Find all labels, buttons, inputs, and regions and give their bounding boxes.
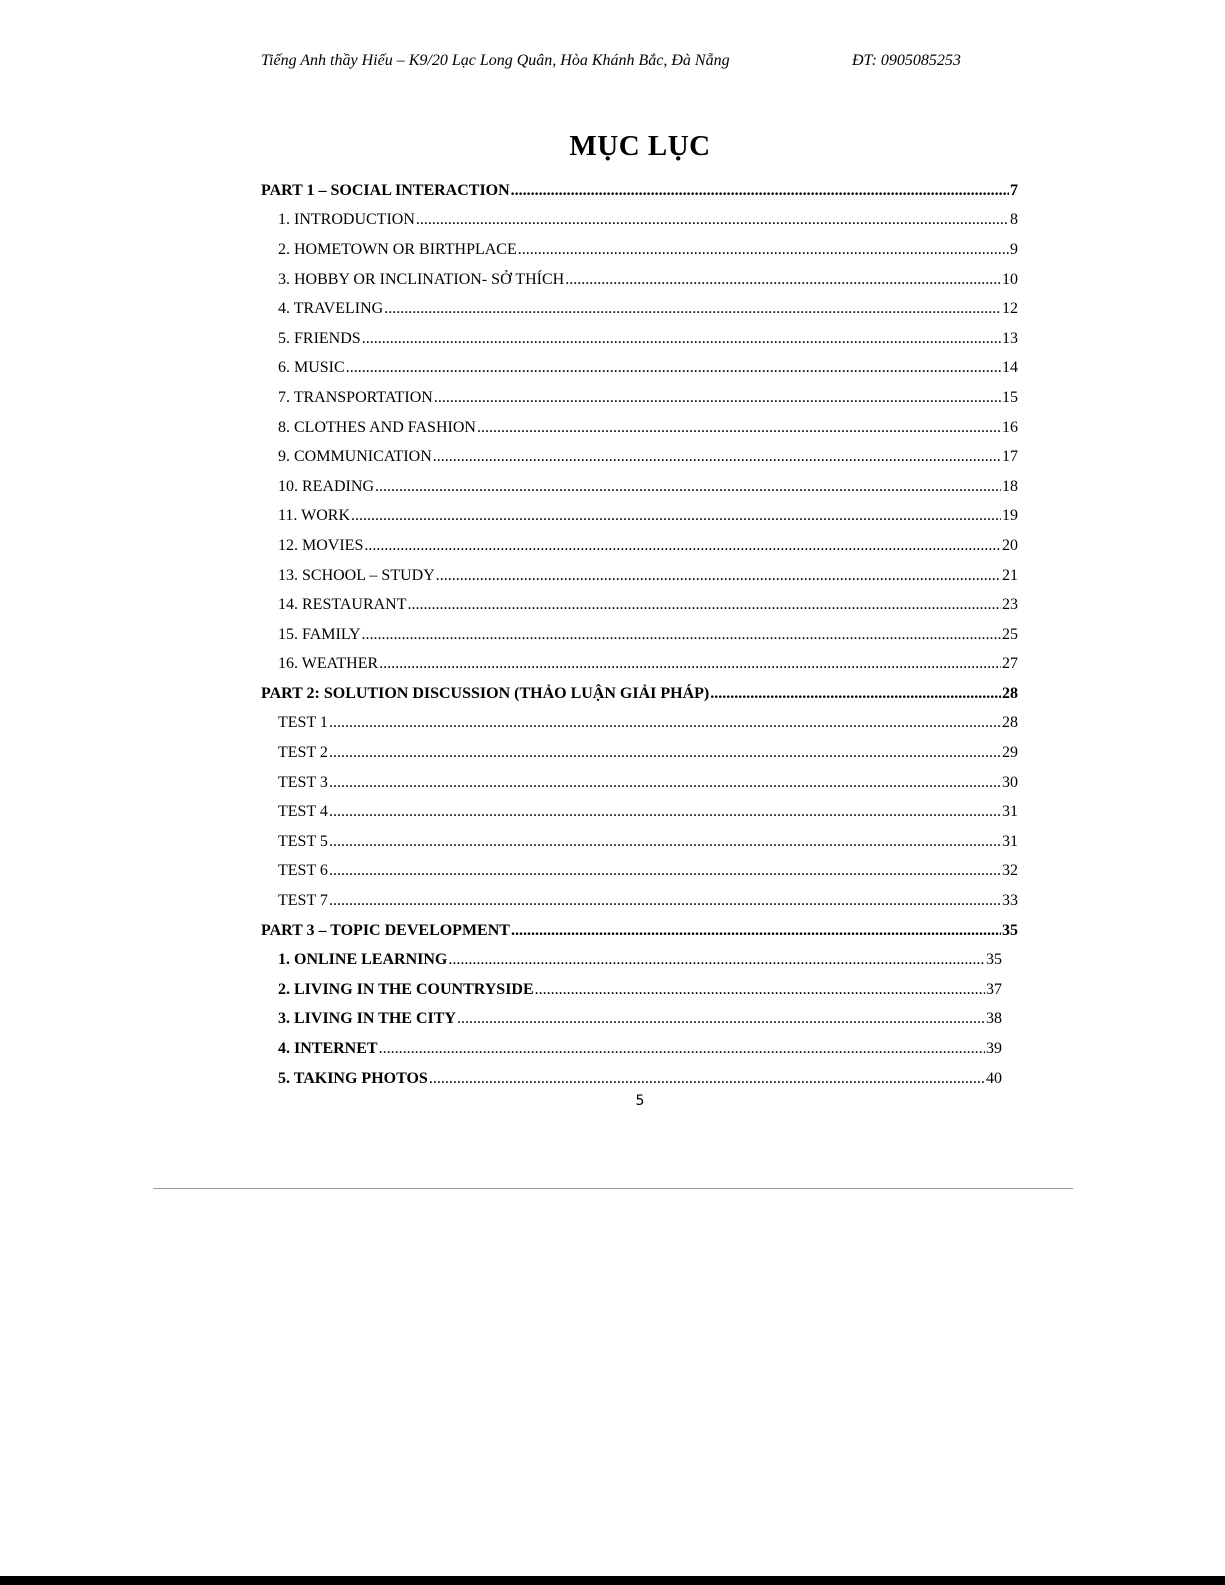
toc-entry-label: TEST 5: [278, 832, 328, 850]
toc-entry-page: 15: [1002, 388, 1018, 406]
toc-entry-page: 28: [1002, 714, 1018, 732]
toc-leader: [346, 359, 1001, 377]
toc-leader: [364, 537, 1001, 555]
toc-entry[interactable]: [261, 531, 1018, 561]
toc-leader: [329, 774, 1001, 792]
toc-entry-page: 30: [1002, 773, 1018, 791]
toc-leader: [329, 744, 1001, 762]
toc-entry-label: TEST 3: [278, 773, 328, 791]
toc-entry-label: 9. COMMUNICATION: [278, 448, 432, 466]
toc-entry-label: 3. HOBBY OR INCLINATION- SỞ THÍCH: [278, 270, 565, 288]
toc-entry[interactable]: [261, 354, 1018, 384]
page-header: [0, 52, 1225, 76]
toc-entry-label: 15. FAMILY: [278, 625, 361, 643]
page-divider: [153, 1188, 1073, 1189]
toc-entry[interactable]: [261, 265, 1018, 295]
toc-entry[interactable]: [261, 383, 1018, 413]
toc-entry[interactable]: [261, 235, 1018, 265]
toc-leader: [710, 685, 1001, 703]
toc-entry-part-1[interactable]: [261, 176, 1018, 206]
header-phone: ĐT: 0905085253: [852, 52, 961, 69]
toc-title: MỤC LỤC: [569, 130, 711, 162]
toc-entry-label: 1. INTRODUCTION: [278, 211, 415, 229]
toc-leader: [384, 300, 1001, 318]
toc-leader: [429, 1070, 985, 1088]
toc-leader: [329, 803, 1001, 821]
toc-entry[interactable]: [261, 857, 1018, 887]
toc-entry[interactable]: [261, 768, 1018, 798]
toc-leader: [434, 389, 1001, 407]
toc-leader: [379, 1040, 985, 1058]
toc-entry-label: 11. WORK: [278, 507, 350, 525]
toc-entry[interactable]: [261, 590, 1018, 620]
toc-entry-page: 37: [986, 980, 1002, 998]
toc-entry-label: TEST 6: [278, 862, 328, 880]
header-address: Tiếng Anh thầy Hiếu – K9/20 Lạc Long Quân, Hòa Khánh Bắc, Đà Nẵng: [261, 52, 730, 69]
toc-entry-page: 19: [1002, 507, 1018, 525]
toc-entry-label: 12. MOVIES: [278, 536, 364, 554]
toc-entry[interactable]: [261, 502, 1018, 532]
toc-entry-label: 13. SCHOOL – STUDY: [278, 566, 435, 584]
toc-leader: [518, 241, 1009, 259]
toc-entry-label: 1. ONLINE LEARNING: [278, 951, 448, 969]
toc-entry[interactable]: [261, 975, 1018, 1005]
toc-entry-page: 17: [1002, 448, 1018, 466]
toc-entry-label: TEST 4: [278, 803, 328, 821]
toc-entry[interactable]: [261, 650, 1018, 680]
toc-entry-page: 40: [986, 1069, 1002, 1087]
toc-leader: [362, 626, 1001, 644]
toc-entry-label: PART 1 – SOCIAL INTERACTION: [261, 181, 510, 199]
toc-entry-label: 7. TRANSPORTATION: [278, 388, 433, 406]
toc-entry[interactable]: [261, 561, 1018, 591]
toc-entry[interactable]: [261, 413, 1018, 443]
toc-leader: [433, 448, 1001, 466]
toc-entry-label: PART 3 – TOPIC DEVELOPMENT: [261, 921, 510, 939]
toc-entry-label: 4. INTERNET: [278, 1040, 378, 1058]
toc-entry[interactable]: [261, 738, 1018, 768]
toc-leader: [511, 182, 1009, 200]
toc-entry-label: 3. LIVING IN THE CITY: [278, 1010, 456, 1028]
toc-leader: [362, 330, 1001, 348]
toc-entry[interactable]: [261, 620, 1018, 650]
toc-entry-label: 5. TAKING PHOTOS: [278, 1069, 428, 1087]
toc-leader: [457, 1010, 985, 1028]
toc-entry-part-2[interactable]: [261, 679, 1018, 709]
toc-leader: [535, 981, 985, 999]
toc-leader: [416, 211, 1009, 229]
toc-entry[interactable]: [261, 472, 1018, 502]
toc-entry-page: 32: [1002, 862, 1018, 880]
toc-entry[interactable]: [261, 827, 1018, 857]
toc-entry-page: 35: [1002, 921, 1018, 939]
toc-entry-page: 31: [1002, 803, 1018, 821]
toc-leader: [408, 596, 1002, 614]
toc-entry-page: 12: [1002, 300, 1018, 318]
toc-leader: [565, 271, 1001, 289]
toc-entry-page: 18: [1002, 477, 1018, 495]
toc-entry-page: 29: [1002, 744, 1018, 762]
toc-entry-page: 10: [1002, 270, 1018, 288]
toc-entry-page: 33: [1002, 892, 1018, 910]
table-of-contents: [261, 176, 1018, 1093]
toc-entry-part-3[interactable]: [261, 916, 1018, 946]
toc-entry-page: 14: [1002, 359, 1018, 377]
toc-entry-label: 5. FRIENDS: [278, 329, 361, 347]
toc-leader: [379, 655, 1001, 673]
toc-leader: [351, 507, 1001, 525]
toc-entry-label: 2. LIVING IN THE COUNTRYSIDE: [278, 980, 534, 998]
toc-entry[interactable]: [261, 1034, 1018, 1064]
toc-leader: [436, 567, 1001, 585]
toc-entry[interactable]: [261, 442, 1018, 472]
toc-entry-label: 14. RESTAURANT: [278, 596, 407, 614]
toc-entry[interactable]: [261, 206, 1018, 236]
toc-entry-page: 35: [986, 951, 1002, 969]
toc-entry-page: 9: [1010, 240, 1018, 258]
toc-entry[interactable]: [261, 1005, 1018, 1035]
toc-entry-label: 6. MUSIC: [278, 359, 345, 377]
toc-entry-page: 31: [1002, 832, 1018, 850]
toc-entry[interactable]: [261, 945, 1018, 975]
toc-entry-page: 23: [1002, 596, 1018, 614]
toc-leader: [329, 833, 1001, 851]
toc-leader: [448, 951, 985, 969]
toc-entry-label: 4. TRAVELING: [278, 300, 384, 318]
toc-leader: [375, 478, 1001, 496]
toc-entry[interactable]: [261, 797, 1018, 827]
bottom-edge: [0, 1576, 1225, 1585]
toc-entry[interactable]: [261, 709, 1018, 739]
toc-leader: [329, 862, 1001, 880]
toc-leader: [477, 419, 1001, 437]
toc-entry-page: 13: [1002, 329, 1018, 347]
toc-entry-page: 16: [1002, 418, 1018, 436]
toc-entry-label: TEST 1: [278, 714, 328, 732]
toc-entry-page: 39: [986, 1040, 1002, 1058]
toc-entry-page: 7: [1010, 181, 1018, 199]
toc-entry-page: 25: [1002, 625, 1018, 643]
toc-entry[interactable]: [261, 324, 1018, 354]
toc-entry[interactable]: [261, 886, 1018, 916]
toc-leader: [329, 714, 1001, 732]
toc-entry-label: 16. WEATHER: [278, 655, 379, 673]
toc-entry-label: PART 2: SOLUTION DISCUSSION (THẢO LUẬN GIẢI PHÁP): [261, 684, 710, 702]
toc-entry-page: 38: [986, 1010, 1002, 1028]
page-number: 5: [635, 1093, 645, 1109]
toc-entry-page: 27: [1002, 655, 1018, 673]
toc-entry[interactable]: [261, 1064, 1018, 1094]
toc-leader: [329, 892, 1001, 910]
toc-entry-page: 21: [1002, 566, 1018, 584]
toc-entry-page: 8: [1010, 211, 1018, 229]
toc-entry-page: 28: [1002, 684, 1018, 702]
toc-entry-label: TEST 2: [278, 744, 328, 762]
toc-entry-label: 10. READING: [278, 477, 374, 495]
toc-entry-page: 20: [1002, 536, 1018, 554]
toc-entry[interactable]: [261, 294, 1018, 324]
toc-entry-label: 2. HOMETOWN OR BIRTHPLACE: [278, 240, 517, 258]
toc-leader: [511, 922, 1001, 940]
toc-entry-label: TEST 7: [278, 892, 328, 910]
toc-entry-label: 8. CLOTHES AND FASHION: [278, 418, 476, 436]
